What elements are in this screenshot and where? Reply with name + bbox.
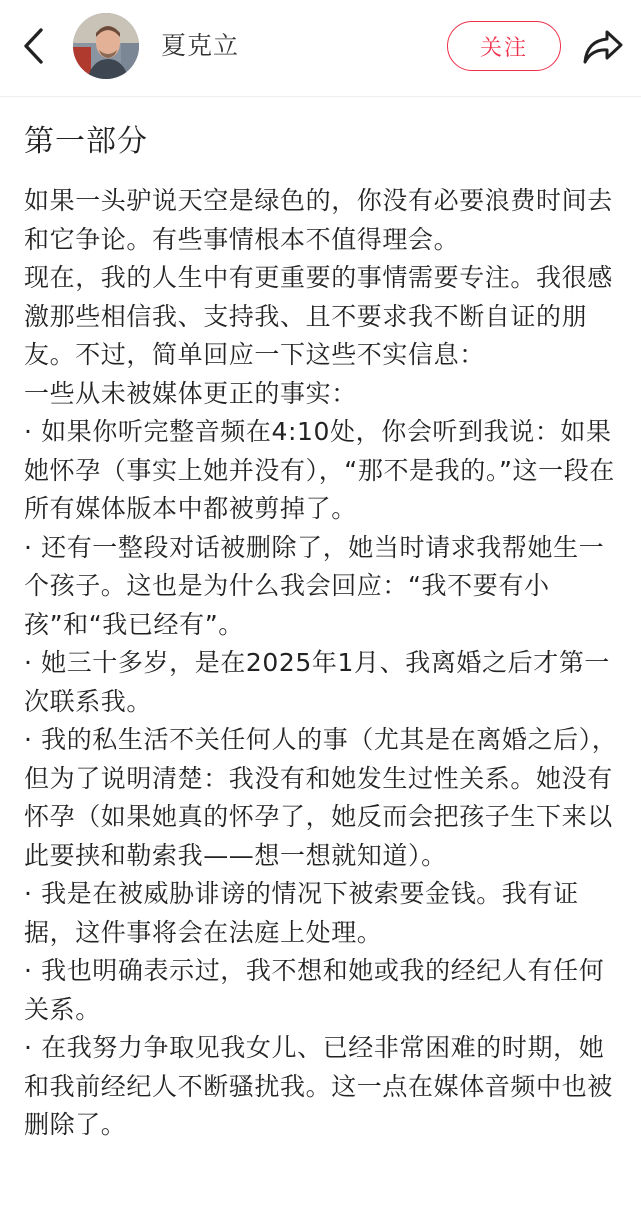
bullet-item: · 还有一整段对话被删除了，她当时请求我帮她生一个孩子。这也是为什么我会回应：“我不要有小孩”和“我已经有”。 xyxy=(24,532,605,639)
bullet-item: · 如果你听完整音频在4:10处，你会听到我说：如果她怀孕（事实上她并没有），“那不是我的。”这一段在所有媒体版本中都被剪掉了。 xyxy=(24,417,615,523)
bullet-item: · 我是在被威胁诽谤的情况下被索要金钱。我有证据，这件事将会在法庭上处理。 xyxy=(24,879,579,947)
paragraph: 现在，我的人生中有更重要的事情需要专注。我很感激那些相信我、支持我、且不要求我不断自证的朋友。不过，简单回应一下这些不实信息： xyxy=(24,263,613,369)
paragraph: 一些从未被媒体更正的事实： xyxy=(24,378,357,408)
top-bar xyxy=(0,0,641,97)
username[interactable]: 夏克立 xyxy=(161,31,240,60)
back-button[interactable] xyxy=(14,22,54,70)
bullet-item: · 我的私生活不关任何人的事（尤其是在离婚之后），但为了说明清楚：我没有和她发生过性关系。她没有怀孕（如果她真的怀孕了，她反而会把孩子生下来以此要挟和勒索我——想一想就知道）。 xyxy=(24,725,618,870)
avatar[interactable] xyxy=(73,13,139,79)
paragraph: 如果一头驴说天空是绿色的，你没有必要浪费时间去和它争论。有些事情根本不值得理会。 xyxy=(24,186,613,254)
post-content xyxy=(24,117,624,1145)
share-button[interactable] xyxy=(580,24,626,70)
follow-button[interactable]: 关注 xyxy=(447,21,561,71)
share-arrow-icon xyxy=(582,28,624,66)
bullet-item: · 她三十多岁，是在2025年1月、我离婚之后才第一次联系我。 xyxy=(24,648,611,716)
avatar-photo xyxy=(73,13,139,79)
bullet-item: · 我也明确表示过，我不想和她或我的经纪人有任何关系。 xyxy=(24,956,605,1024)
chevron-left-icon xyxy=(21,26,47,66)
section-title: 第一部分 xyxy=(24,124,148,159)
bullet-item: · 在我努力争取见我女儿、已经非常困难的时期，她和我前经纪人不断骚扰我。这一点在媒体音频中也被删除了。 xyxy=(24,1033,613,1139)
